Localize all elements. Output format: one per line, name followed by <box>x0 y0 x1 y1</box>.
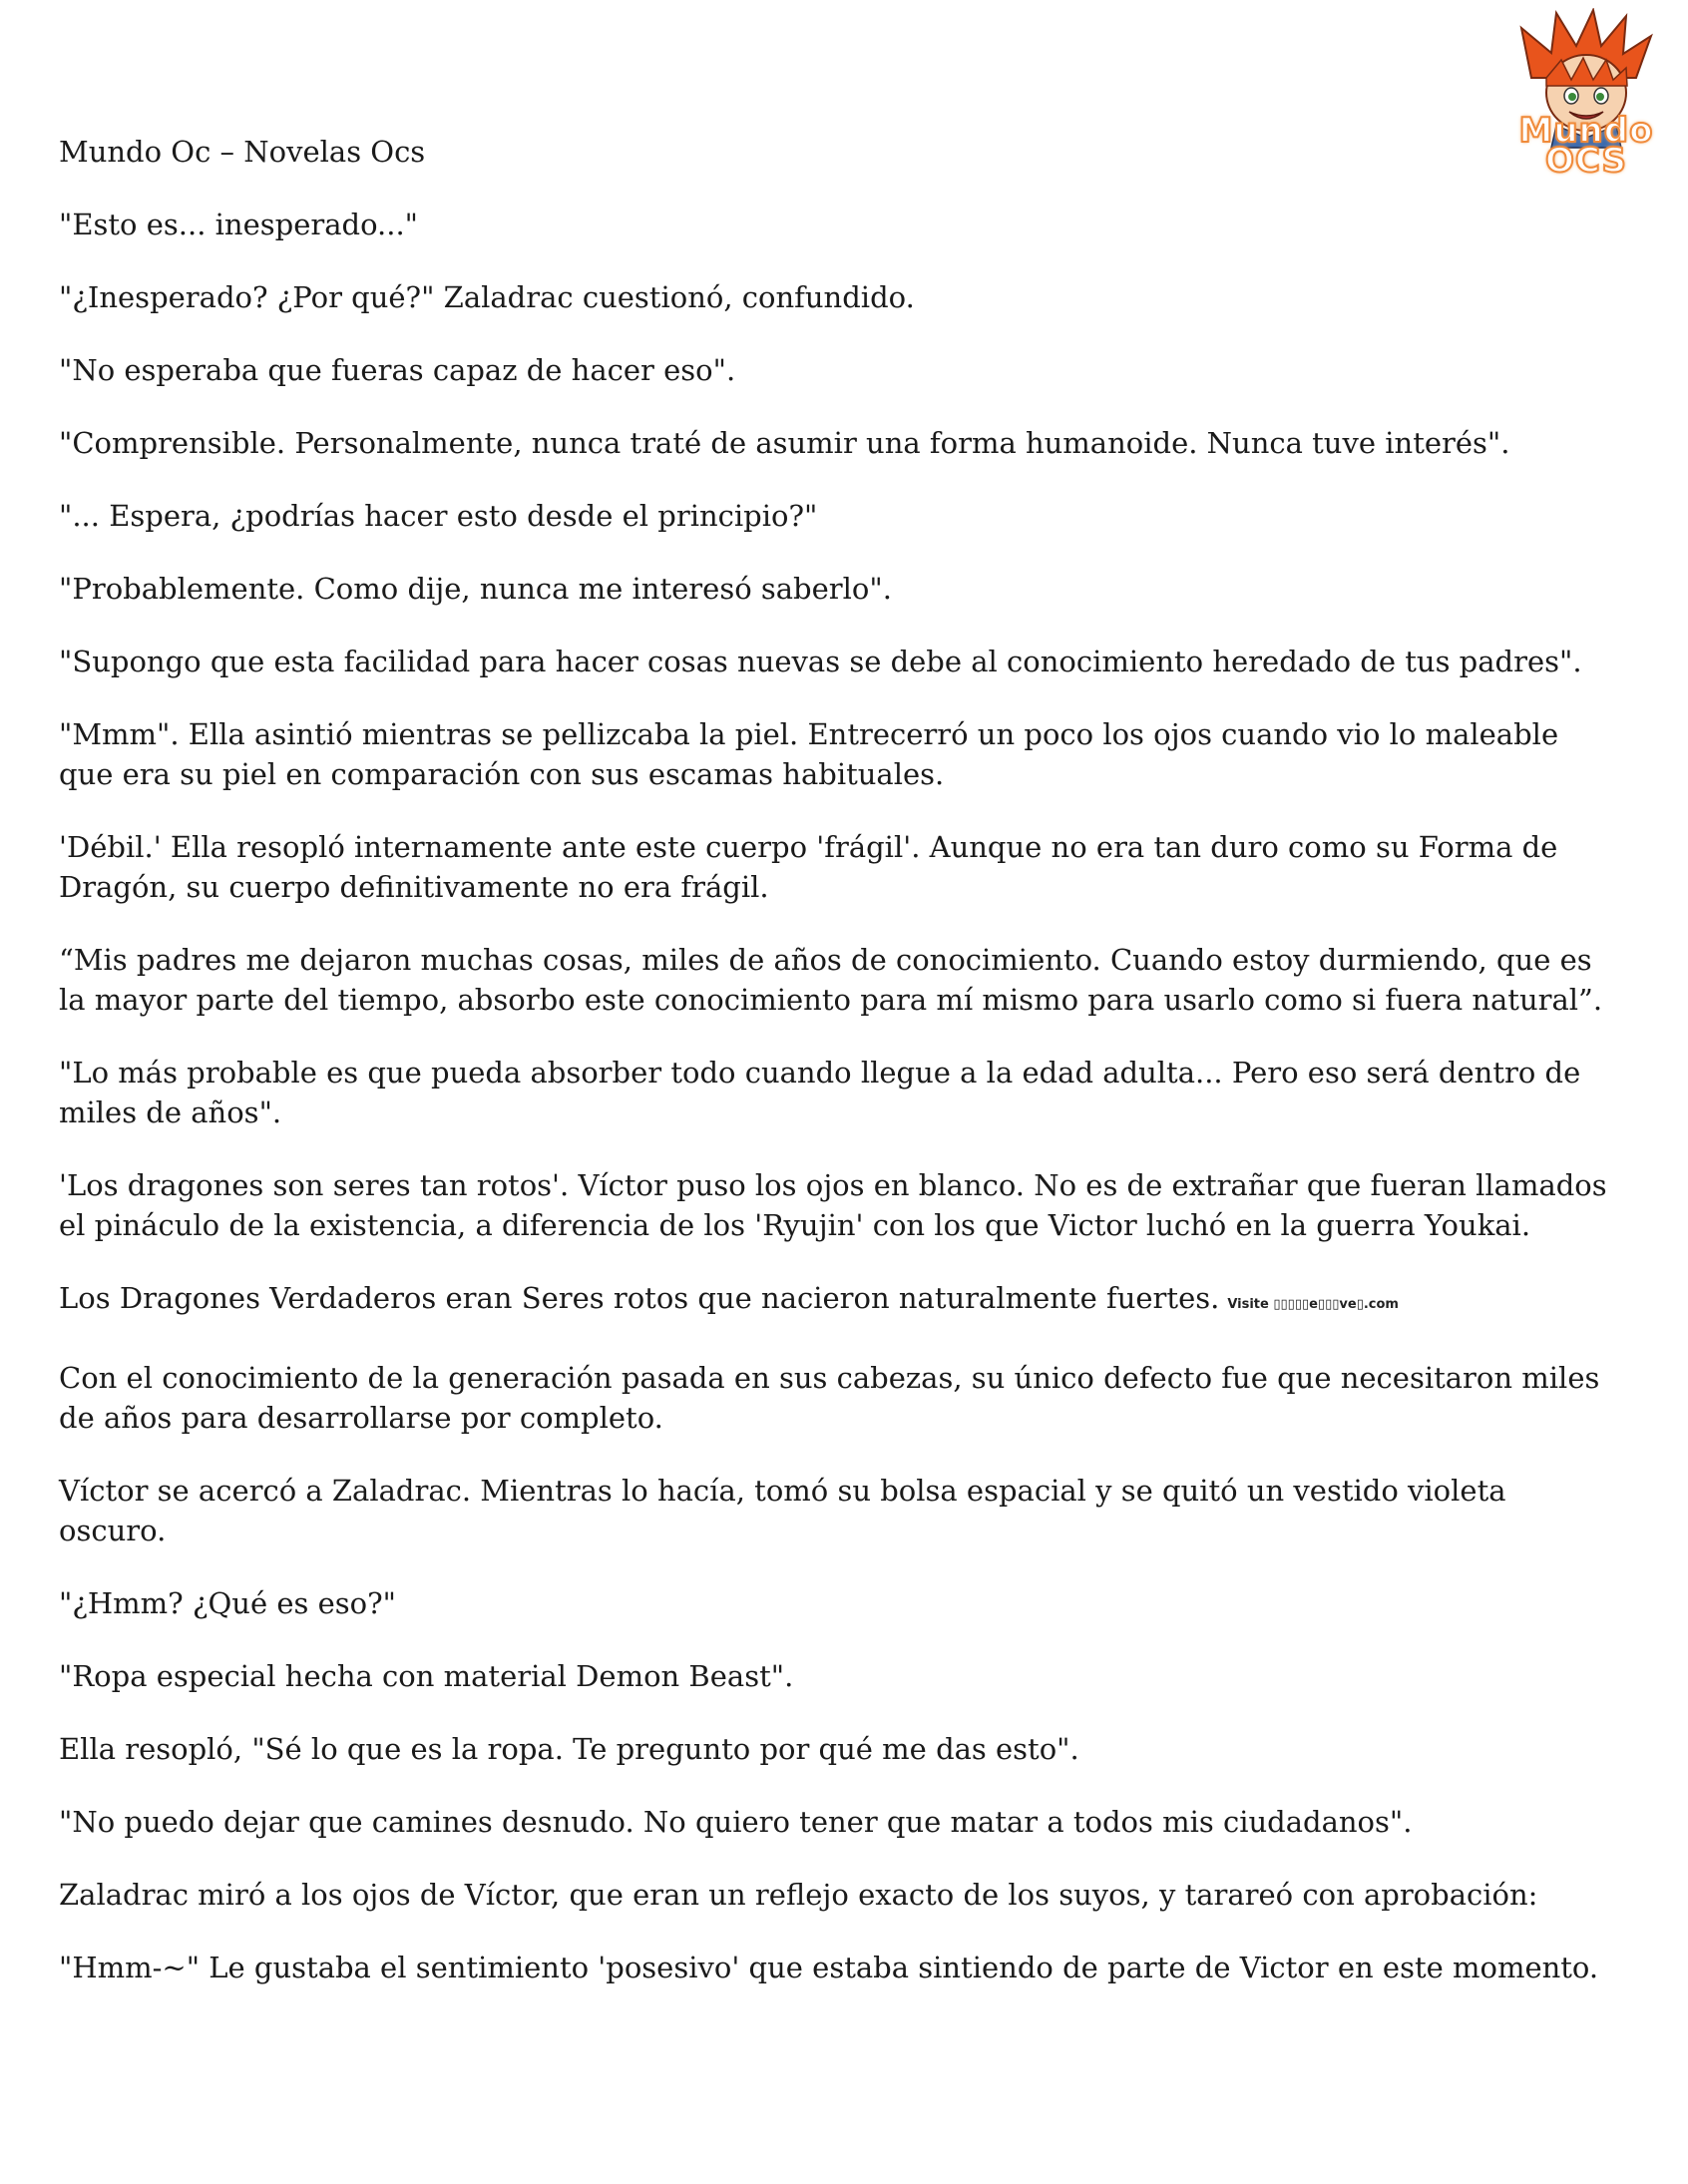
logo-wordmark: Mundo OCS <box>1518 111 1654 181</box>
paragraph-with-watermark <box>59 1278 1615 1325</box>
paragraph: "Hmm-~" Le gustaba el sentimiento 'posesivo' que estaba sintiendo de parte de Victor en este momento. <box>59 1951 1599 1984</box>
document-body <box>59 132 1615 2020</box>
paragraph: "No esperaba que fueras capaz de hacer eso". <box>59 353 736 387</box>
paragraph: "Probablemente. Como dije, nunca me interesó saberlo". <box>59 572 892 606</box>
paragraph: Zaladrac miró a los ojos de Víctor, que eran un reflejo exacto de los suyos, y tarareó con aprobación: <box>59 1878 1538 1912</box>
paragraph: “Mis padres me dejaron muchas cosas, miles de años de conocimiento. Cuando estoy durmiendo, que es la mayor parte del tiempo, absorbo este conocimiento para mí mismo para usarlo como si fuera natural”. <box>59 943 1603 1017</box>
paragraph: Ella resopló, "Sé lo que es la ropa. Te pregunto por qué me das esto". <box>59 1732 1079 1766</box>
paragraph-text: Los Dragones Verdaderos eran Seres rotos que nacieron naturalmente fuertes. <box>59 1281 1220 1315</box>
paragraph: Con el conocimiento de la generación pasada en sus cabezas, su único defecto fue que necesitaron miles de años para desarrollarse por completo. <box>59 1361 1600 1435</box>
paragraph: "Lo más probable es que pueda absorber todo cuando llegue a la edad adulta... Pero eso será dentro de miles de años". <box>59 1056 1581 1129</box>
paragraph: "... Espera, ¿podrías hacer esto desde el principio?" <box>59 499 818 533</box>
inline-watermark: Visite ▯▯▯▯▯e▯▯▯ve▯.com <box>1227 1297 1399 1312</box>
paragraph: 'Débil.' Ella resopló internamente ante este cuerpo 'frágil'. Aunque no era tan duro como su Forma de Dragón, su cuerpo definitivamente no era frágil. <box>59 830 1558 904</box>
paragraph: "¿Hmm? ¿Qué es eso?" <box>59 1586 396 1620</box>
paragraph: Víctor se acercó a Zaladrac. Mientras lo hacía, tomó su bolsa espacial y se quitó un vestido violeta oscuro. <box>59 1474 1506 1547</box>
paragraph: "Comprensible. Personalmente, nunca traté de asumir una forma humanoide. Nunca tuve interés". <box>59 426 1510 460</box>
paragraph: "¿Inesperado? ¿Por qué?" Zaladrac cuestionó, confundido. <box>59 280 915 314</box>
paragraph: 'Los dragones son seres tan rotos'. Víctor puso los ojos en blanco. No es de extrañar que fueran llamados el pináculo de la existencia, a diferencia de los 'Ryujin' con los que Victor luchó en la guerra Youkai. <box>59 1168 1607 1242</box>
paragraph: "No puedo dejar que camines desnudo. No quiero tener que matar a todos mis ciudadanos". <box>59 1805 1413 1839</box>
page-header: Mundo Oc – Novelas Ocs <box>59 135 426 169</box>
paragraph: "Supongo que esta facilidad para hacer cosas nuevas se debe al conocimiento heredado de tus padres". <box>59 645 1582 678</box>
paragraph: "Mmm". Ella asintió mientras se pellizcaba la piel. Entrecerró un poco los ojos cuando vio lo maleable que era su piel en comparación con sus escamas habituales. <box>59 717 1559 791</box>
paragraph: "Ropa especial hecha con material Demon Beast". <box>59 1659 794 1693</box>
paragraph: "Esto es... inesperado..." <box>59 208 419 241</box>
